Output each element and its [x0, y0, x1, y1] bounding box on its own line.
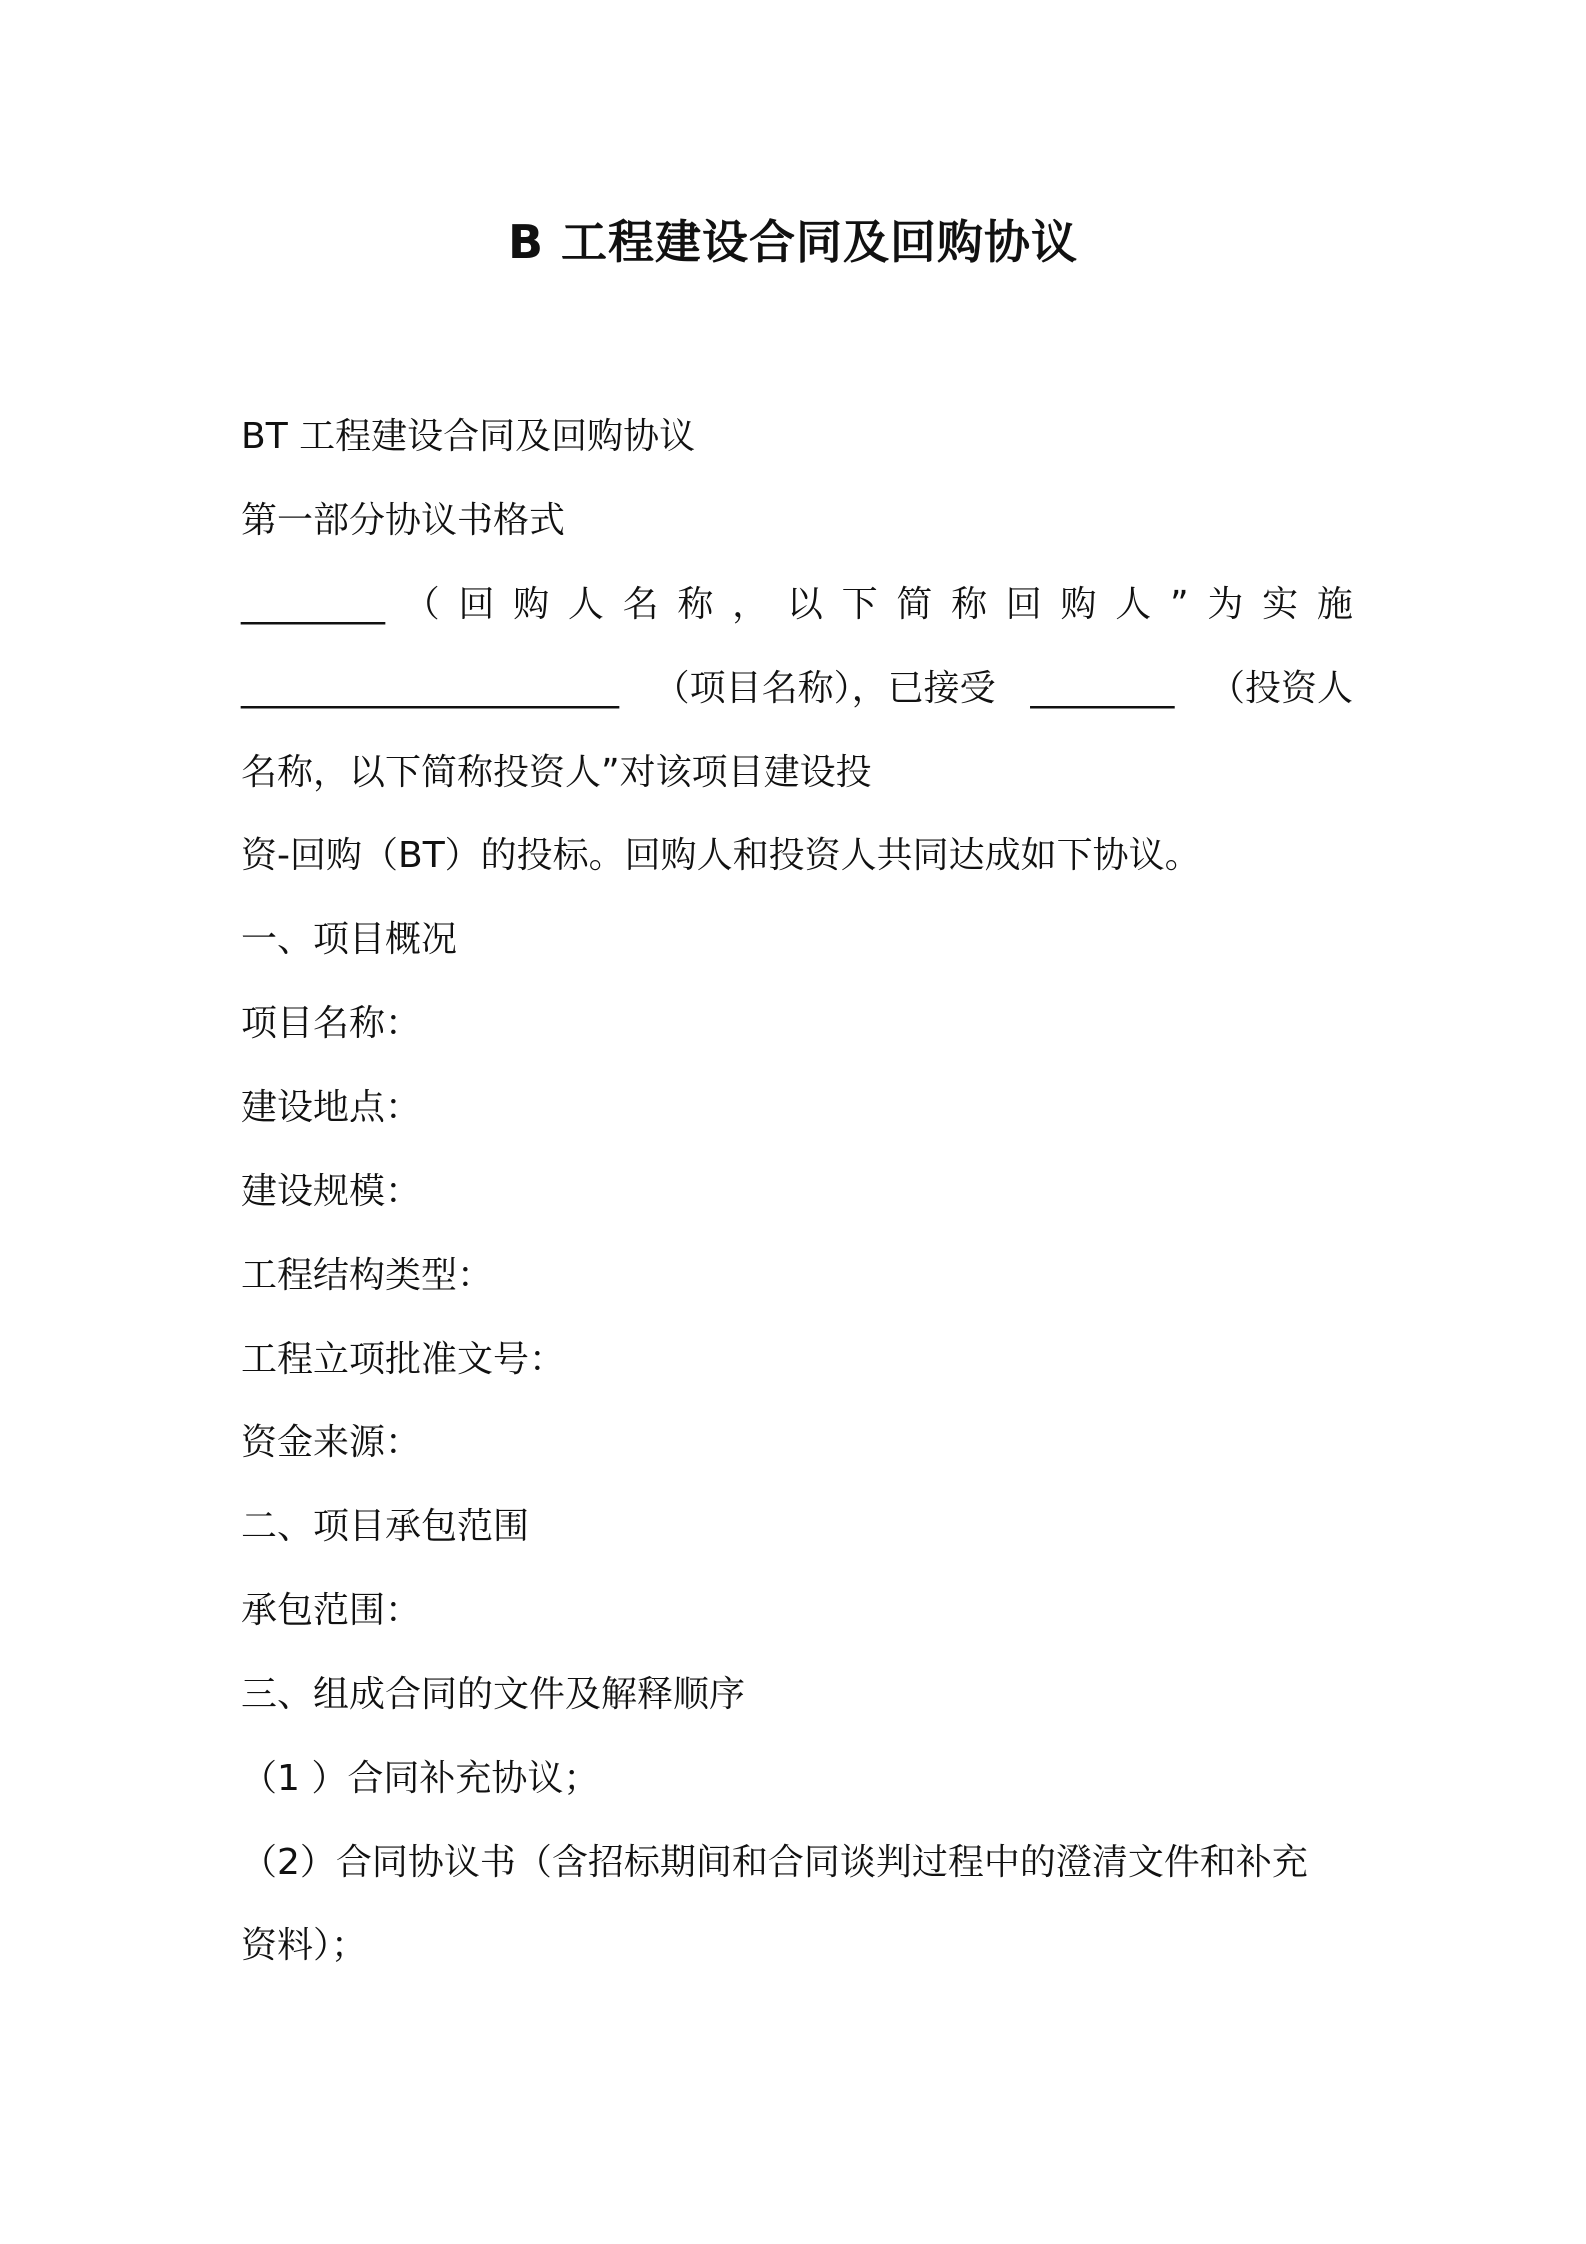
intro-char: 名 [622, 584, 659, 625]
construction-scale-label: 建设规模： [241, 1171, 422, 1212]
approval-number-label: 工程立项批准文号： [241, 1339, 566, 1380]
list-item-1: （1 ）合同补充协议； [241, 1758, 600, 1799]
list-item-2-continued: 资料）； [241, 1925, 368, 1966]
intro-char: 回 [1005, 584, 1042, 625]
intro-text: （项目名称），已接受 [653, 668, 996, 709]
intro-char: 购 [513, 584, 550, 625]
intro-char: 以 [786, 584, 823, 625]
intro-line-4: 资-回购（BT）的投标。回购人和投资人共同达成如下协议。 [241, 835, 1201, 876]
blank-investor: ________ [1030, 668, 1175, 709]
intro-char: 回 [458, 584, 495, 625]
section-1-heading: 一、项目概况 [241, 919, 458, 960]
intro-line-2 [241, 667, 1353, 711]
document-title: B 工程建设合同及回购协议 [507, 215, 1079, 269]
intro-char: 称 [951, 584, 988, 625]
intro-char: 人 [567, 584, 604, 625]
contract-scope-label: 承包范围： [241, 1590, 422, 1631]
intro-text: （投资人 [1208, 668, 1353, 709]
intro-char: 人 [1115, 584, 1152, 625]
structure-type-label: 工程结构类型： [241, 1255, 494, 1296]
document-subtitle: BT 工程建设合同及回购协议 [241, 416, 696, 457]
intro-char: 下 [841, 584, 878, 625]
intro-char: 简 [896, 584, 933, 625]
blank-repurchaser: ________ [241, 584, 385, 625]
intro-char: （ [403, 584, 440, 625]
intro-line-1 [241, 583, 1353, 627]
intro-char: 实 [1262, 584, 1299, 625]
intro-char: 称 [677, 584, 714, 625]
intro-line-3: 名称，以下简称投资人”对该项目建设投 [241, 752, 872, 793]
fund-source-label: 资金来源： [241, 1422, 422, 1463]
intro-char: 施 [1316, 584, 1353, 625]
blank-project-name: _____________________ [241, 668, 619, 709]
intro-char: ” [1170, 584, 1189, 625]
section-2-heading: 二、项目承包范围 [241, 1506, 530, 1547]
section-3-heading: 三、组成合同的文件及解释顺序 [241, 1674, 746, 1715]
project-name-label: 项目名称： [241, 1003, 422, 1044]
intro-char: 为 [1207, 584, 1244, 625]
part-heading: 第一部分协议书格式 [241, 500, 566, 541]
intro-char: ， [732, 584, 769, 625]
construction-site-label: 建设地点： [241, 1087, 422, 1128]
list-item-2: （2）合同协议书（含招标期间和合同谈判过程中的澄清文件和补充 [241, 1842, 1308, 1883]
intro-char: 购 [1060, 584, 1097, 625]
